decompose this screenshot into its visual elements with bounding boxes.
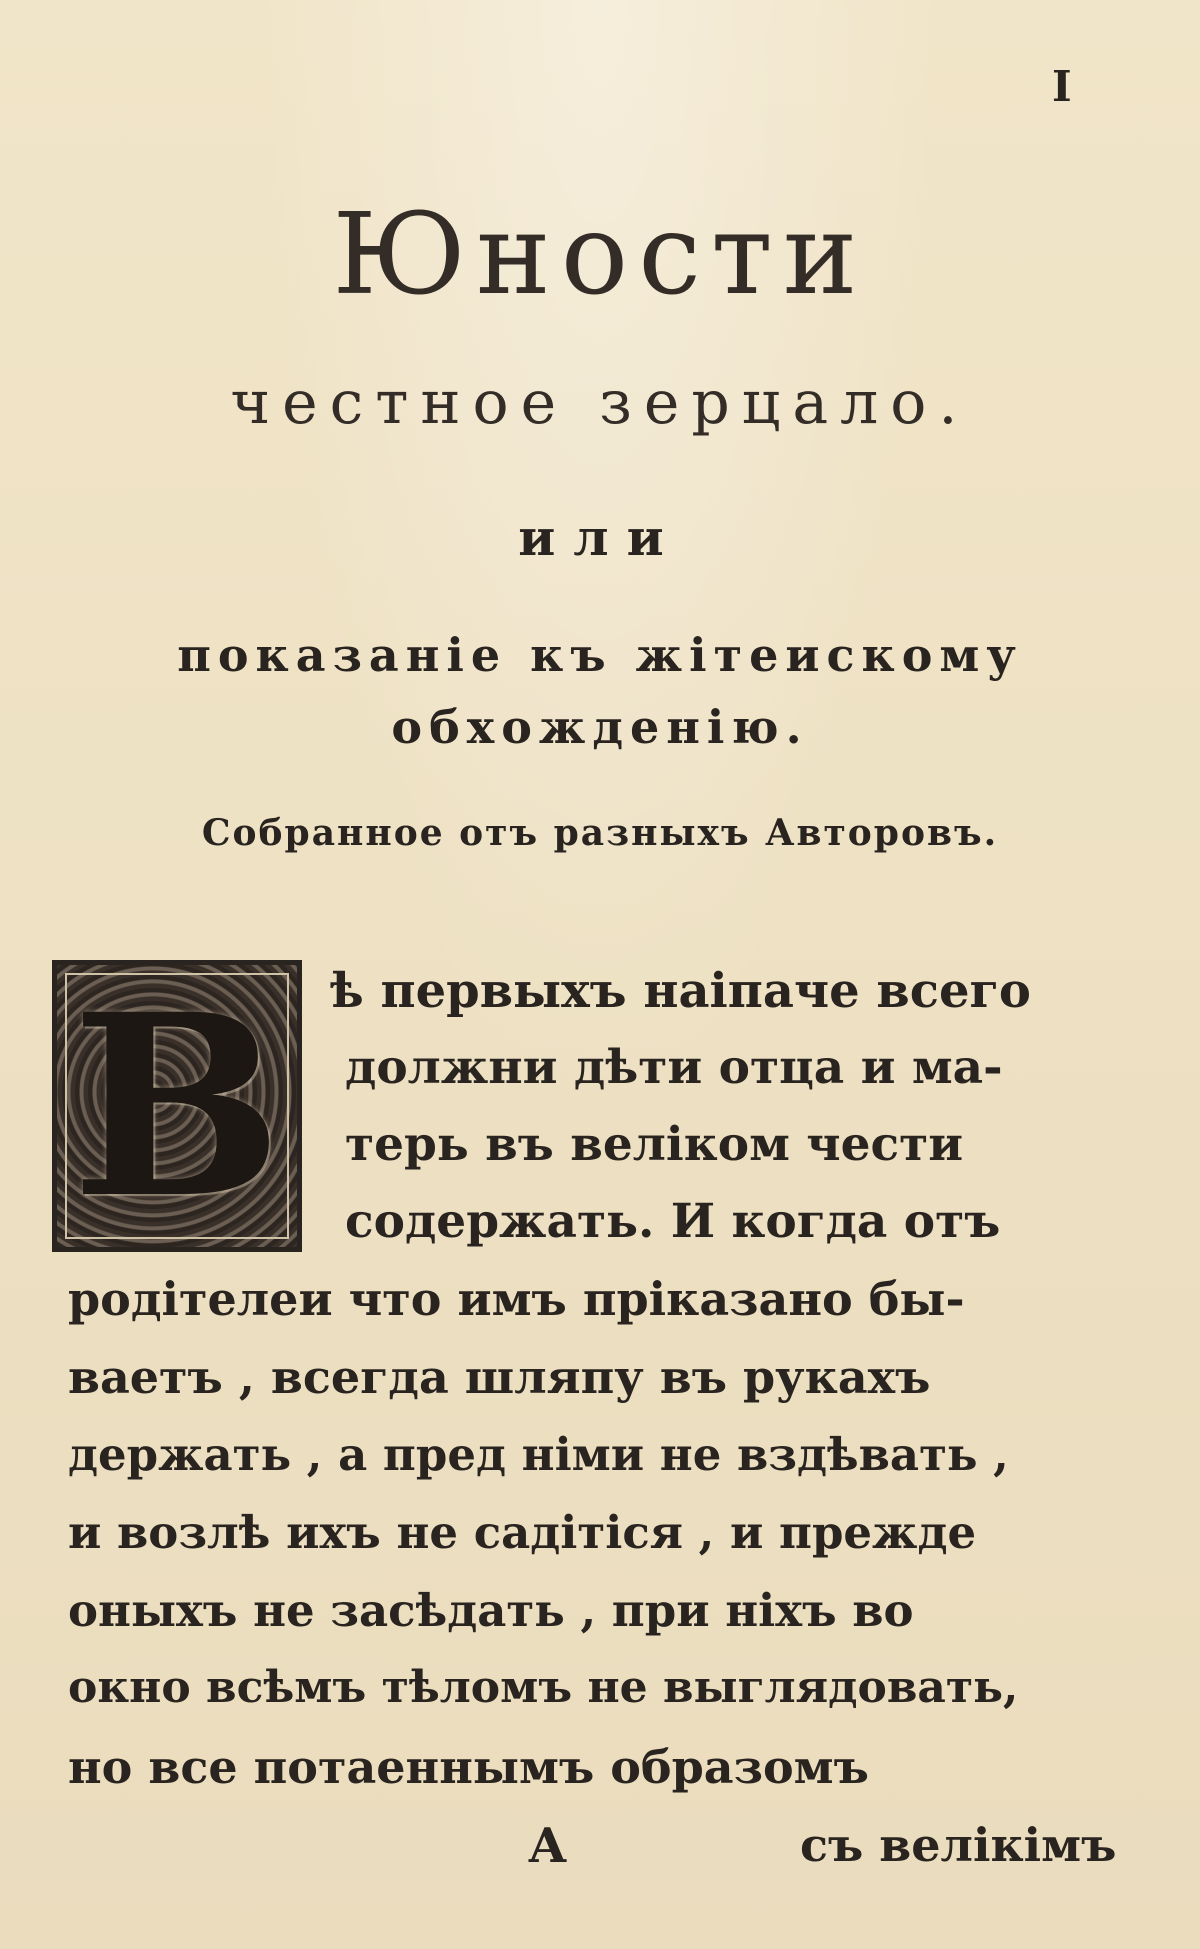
title-line-5: обхожденію. [391,700,809,754]
body-line-8: и возлѣ ихъ не садітіся , и прежде [68,1506,977,1559]
title-line-4: показаніе къ жітеискому [177,628,1023,682]
body-line-1: ѣ первыхъ наіпаче всего [330,963,1031,1019]
body-line-10: окно всѣмъ тѣломъ не выглядовать, [68,1662,1019,1713]
title-or: или [518,508,682,567]
body-line-6: ваетъ , всегда шляпу въ рукахъ [68,1350,931,1404]
body-line-5: родітелеи что имъ пріказано бы- [68,1272,965,1326]
body-line-2: должни дѣти отца и ма- [345,1040,1003,1095]
decorated-initial [52,960,302,1252]
body-line-7: держать , а пред німи не вздѣвать , [68,1428,1009,1481]
catchword-right: съ велікімъ [800,1818,1117,1872]
page-number: I [1052,62,1072,111]
initial-letter: В [71,960,283,1252]
catchword-left: А [528,1818,568,1874]
body-line-3: терь въ веліком чести [345,1117,964,1172]
body-line-11: но все потаеннымъ образомъ [68,1740,869,1794]
body-line-4: содержать. И когда отъ [345,1194,1001,1249]
body-line-9: оныхъ не засѣдать , при ніхъ во [68,1584,914,1637]
title-compiled-note: Собранное отъ разныхъ Авторовъ. [201,812,999,854]
title-main: Юности [332,190,868,320]
title-subtitle: честное зерцало. [230,368,970,438]
